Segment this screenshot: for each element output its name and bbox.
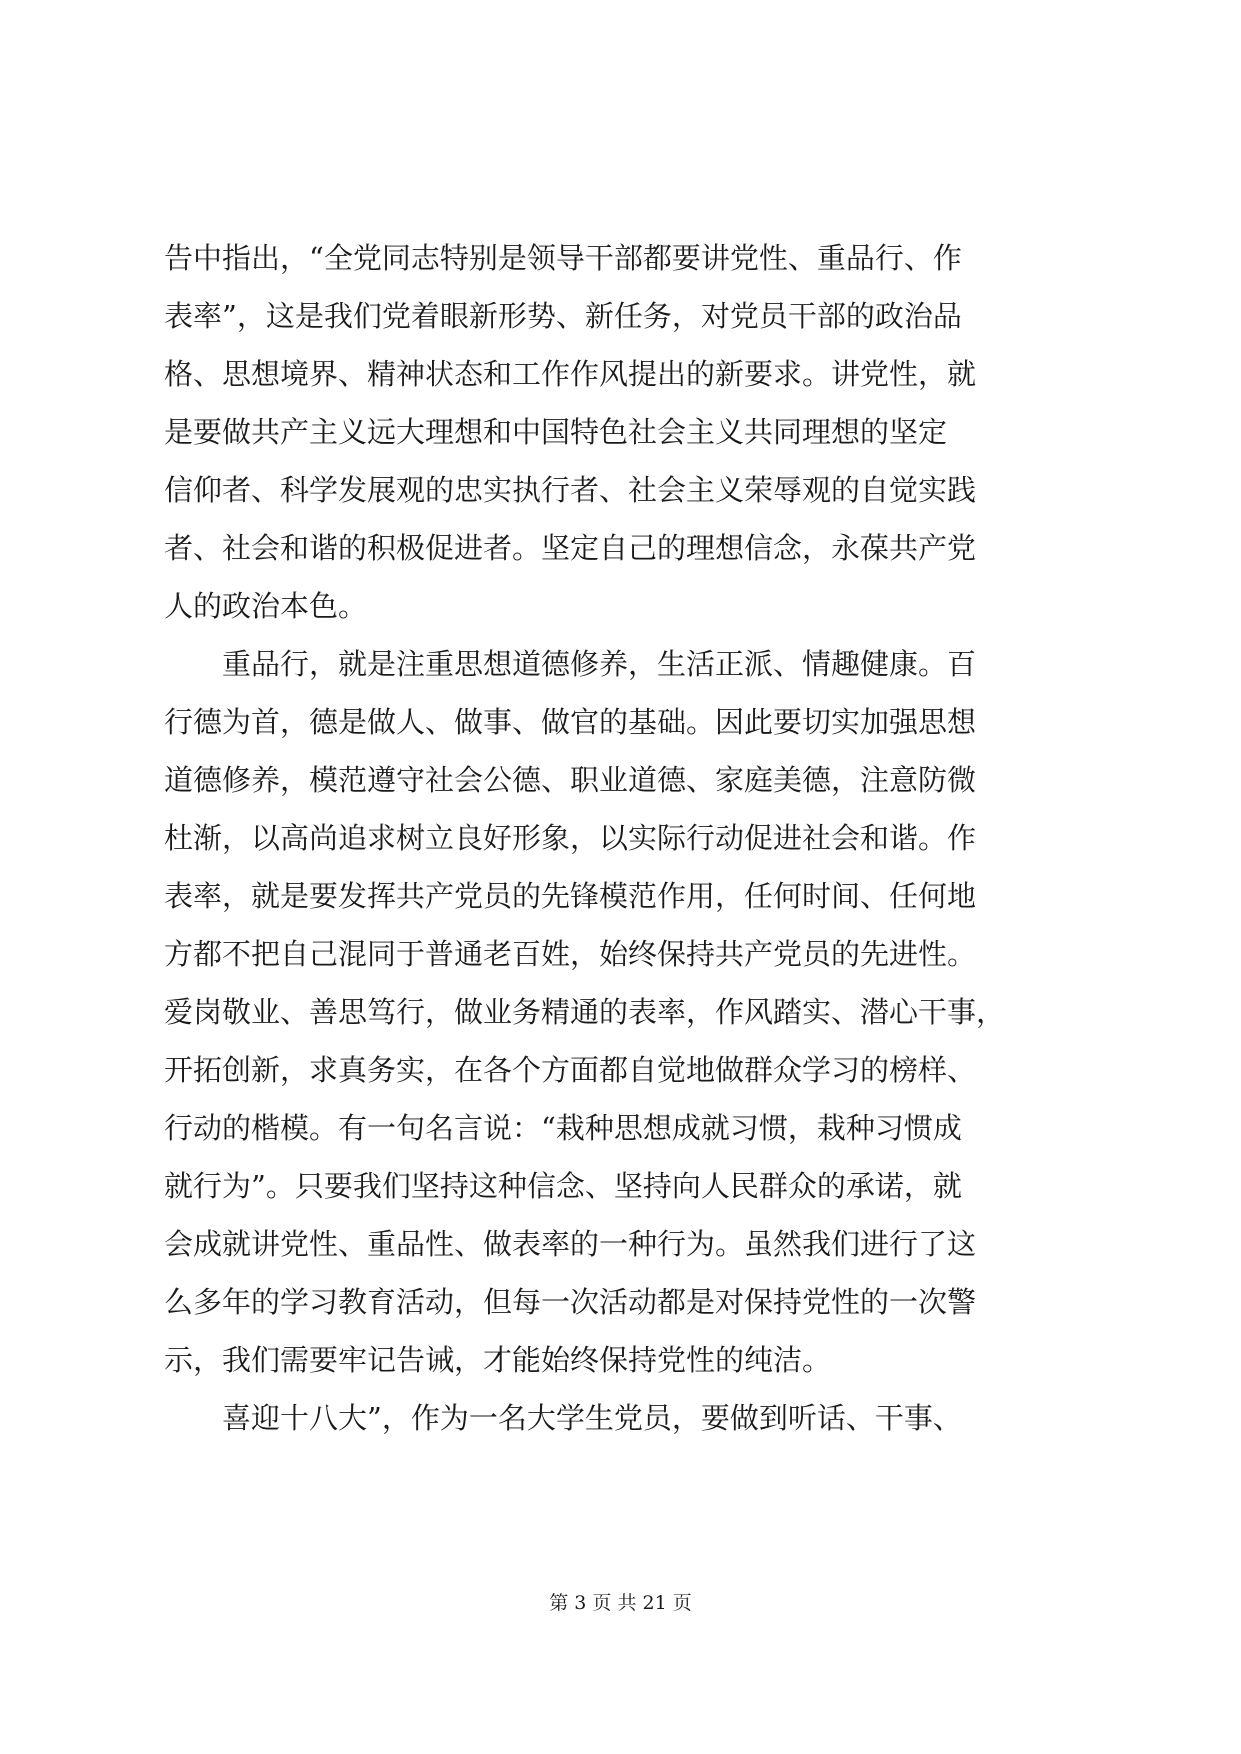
- text-line: 就行为”。只要我们坚持这种信念、坚持向人民群众的承诺，就: [164, 1169, 962, 1203]
- text-line: 么多年的学习教育活动，但每一次活动都是对保持党性的一次警: [164, 1285, 977, 1319]
- text-line: 示，我们需要牢记告诫，才能始终保持党性的纯洁。: [164, 1343, 832, 1377]
- text-line: 行德为首，德是做人、做事、做官的基础。因此要切实加强思想: [164, 705, 977, 739]
- text-line: 开拓创新，求真务实，在各个方面都自觉地做群众学习的榜样、: [164, 1053, 977, 1087]
- text-line: 杜渐，以高尚追求树立良好形象，以实际行动促进社会和谐。作: [164, 821, 977, 855]
- text-line: 表率”，这是我们党着眼新形势、新任务，对党员干部的政治品: [164, 299, 962, 333]
- text-line: 喜迎十八大”，作为一名大学生党员，要做到听话、干事、: [164, 1401, 962, 1435]
- body-text: [164, 229, 1084, 1447]
- text-line: 格、思想境界、精神状态和工作作风提出的新要求。讲党性，就: [164, 357, 977, 391]
- text-line: 道德修养，模范遵守社会公德、职业道德、家庭美德，注意防微: [164, 763, 977, 797]
- text-line: 告中指出，“全党同志特别是领导干部都要讲党性、重品行、作: [164, 241, 962, 275]
- text-line: 表率，就是要发挥共产党员的先锋模范作用，任何时间、任何地: [164, 879, 977, 913]
- text-line: 是要做共产主义远大理想和中国特色社会主义共同理想的坚定: [164, 415, 948, 449]
- text-line: 重品行，就是注重思想道德修养，生活正派、情趣健康。百: [164, 647, 977, 681]
- text-line: 信仰者、科学发展观的忠实执行者、社会主义荣辱观的自觉实践: [164, 473, 977, 507]
- text-line: 爱岗敬业、善思笃行，做业务精通的表率，作风踏实、潜心干事，: [164, 995, 1006, 1029]
- text-line: 人的政治本色。: [164, 589, 368, 623]
- text-line: 者、社会和谐的积极促进者。坚定自己的理想信念，永葆共产党: [164, 531, 977, 565]
- text-line: 行动的楷模。有一句名言说：“栽种思想成就习惯，栽种习惯成: [164, 1111, 962, 1145]
- page-number-footer: 第 3 页 共 21 页: [549, 1592, 692, 1614]
- text-line: 会成就讲党性、重品性、做表率的一种行为。虽然我们进行了这: [164, 1227, 977, 1261]
- text-line: 方都不把自己混同于普通老百姓，始终保持共产党员的先进性。: [164, 937, 977, 971]
